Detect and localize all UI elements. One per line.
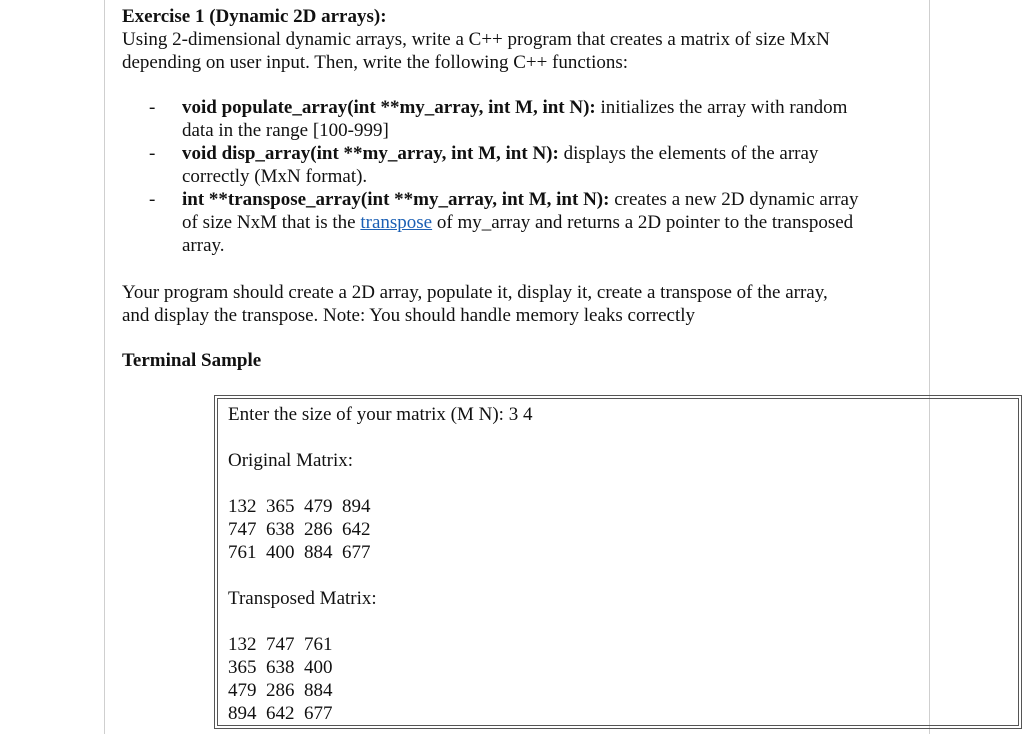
function-description-cont: correctly (MxN format). xyxy=(182,166,368,187)
function-item-display xyxy=(122,142,912,188)
original-matrix-row: 747 638 286 642 xyxy=(228,519,371,540)
list-dash: - xyxy=(149,143,156,164)
function-description: creates a new 2D dynamic array xyxy=(609,189,859,210)
function-description-cont: of size NxM that is the xyxy=(182,212,361,233)
transposed-matrix-row: 479 286 884 xyxy=(228,680,333,701)
task-description xyxy=(122,281,912,327)
transposed-matrix-row: 365 638 400 xyxy=(228,657,333,678)
exercise-title: Exercise 1 (Dynamic 2D arrays): xyxy=(122,6,387,27)
list-dash: - xyxy=(149,97,156,118)
function-description: displays the elements of the array xyxy=(558,143,819,164)
function-description-cont: data in the range [100-999] xyxy=(182,120,389,141)
terminal-prompt: Enter the size of your matrix (M N): 3 4 xyxy=(228,404,533,425)
transposed-matrix-label: Transposed Matrix: xyxy=(228,588,377,609)
function-list xyxy=(122,96,912,257)
transposed-matrix-row: 132 747 761 xyxy=(228,634,333,655)
document-page xyxy=(104,0,930,734)
exercise-intro xyxy=(122,28,912,74)
function-description-cont: array. xyxy=(182,235,225,256)
function-description-cont: of my_array and returns a 2D pointer to the transposed xyxy=(432,212,854,233)
terminal-output xyxy=(217,398,1019,726)
function-signature: void disp_array(int **my_array, int M, int N): xyxy=(182,143,559,164)
task-line: and display the transpose. Note: You should handle memory leaks correctly xyxy=(122,305,696,326)
function-description: initializes the array with random xyxy=(595,97,848,118)
intro-line: depending on user input. Then, write the following C++ functions: xyxy=(122,52,629,73)
original-matrix-row: 132 365 479 894 xyxy=(228,496,371,517)
terminal-sample-box xyxy=(214,395,1022,729)
original-matrix-label: Original Matrix: xyxy=(228,450,354,471)
function-item-transpose xyxy=(122,188,912,257)
terminal-heading: Terminal Sample xyxy=(122,350,262,371)
function-signature: void populate_array(int **my_array, int M, int N): xyxy=(182,97,596,118)
function-item-populate xyxy=(122,96,912,142)
task-line: Your program should create a 2D array, populate it, display it, create a transpose of the array, xyxy=(122,282,828,303)
function-signature: int **transpose_array(int **my_array, int M, int N): xyxy=(182,189,610,210)
intro-line: Using 2-dimensional dynamic arrays, write a C++ program that creates a matrix of size MxN xyxy=(122,29,830,50)
list-dash: - xyxy=(149,189,156,210)
transposed-matrix-row: 894 642 677 xyxy=(228,703,333,724)
transpose-link[interactable]: transpose xyxy=(360,212,433,233)
original-matrix-row: 761 400 884 677 xyxy=(228,542,371,563)
